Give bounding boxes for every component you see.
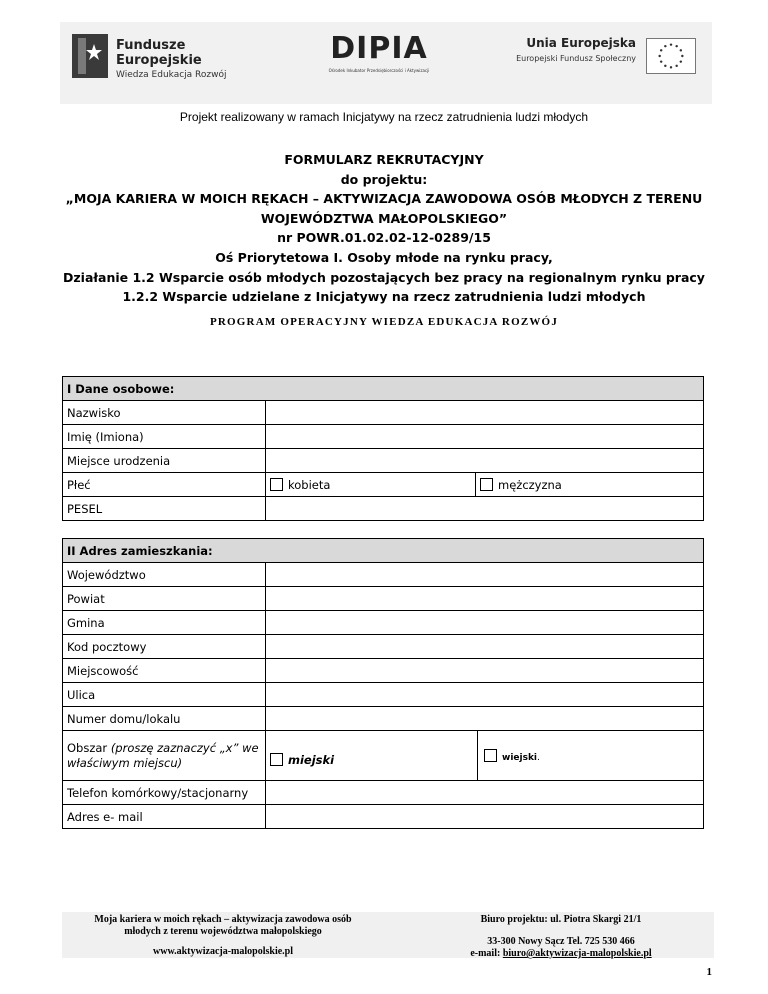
ue-logo-line2: Europejski Fundusz Społeczny xyxy=(516,54,636,63)
male-option-label: mężczyzna xyxy=(498,477,562,492)
priority-axis: Oś Priorytetowa I. Osoby młode na rynku pracy, xyxy=(215,249,553,265)
footer-project-line2: młodych z terenu województwa małopolskiego xyxy=(124,926,322,937)
address-table xyxy=(62,538,704,829)
area-label-cell xyxy=(63,731,266,781)
footer-office-address: Biuro projektu: ul. Piotra Skargi 21/1 xyxy=(480,914,642,925)
commune-label: Gmina xyxy=(63,611,266,635)
page-footer xyxy=(62,912,714,958)
table-row xyxy=(63,449,704,473)
rural-option-suffix: . xyxy=(537,752,540,763)
table-row xyxy=(63,425,704,449)
fe-logo-line1: Fundusze xyxy=(116,38,186,53)
table-row xyxy=(63,683,704,707)
table-row xyxy=(63,707,704,731)
footer-website-link[interactable]: www.aktywizacja-malopolskie.pl xyxy=(153,946,293,957)
email-field[interactable] xyxy=(266,805,704,829)
table-row xyxy=(63,401,704,425)
voivodeship-field[interactable] xyxy=(266,563,704,587)
area-hint: (proszę zaznaczyć „x” we właściwym miejscu) xyxy=(67,740,259,770)
project-initiative-line: Projekt realizowany w ramach Inicjatywy na rzecz zatrudnienia ludzi młodych xyxy=(179,110,589,124)
sub-measure-line: 1.2.2 Wsparcie udzielane z Inicjatywy na rzecz zatrudnienia ludzi młodych xyxy=(122,289,646,305)
commune-field[interactable] xyxy=(266,611,704,635)
fe-logo-line2: Europejskie xyxy=(116,53,202,68)
project-number: nr POWR.01.02.02-12-0289/15 xyxy=(277,230,491,246)
page-number: 1 xyxy=(706,966,712,978)
table-row xyxy=(63,781,704,805)
unia-europejska-logo xyxy=(506,36,636,86)
area-label: Obszar xyxy=(67,740,108,755)
table-row xyxy=(63,497,704,521)
footer-office-phone: 33-300 Nowy Sącz Tel. 725 530 466 xyxy=(487,936,635,947)
table-row xyxy=(63,659,704,683)
first-names-field[interactable] xyxy=(266,425,704,449)
eu-flag-icon xyxy=(646,38,696,74)
rural-checkbox[interactable] xyxy=(484,749,497,762)
pesel-label: PESEL xyxy=(63,497,266,521)
male-checkbox[interactable] xyxy=(480,478,493,491)
project-name-line2: WOJEWÓDZTWA MAŁOPOLSKIEGO” xyxy=(260,210,508,226)
pesel-field[interactable] xyxy=(266,497,704,521)
table-row xyxy=(63,473,704,497)
female-option-label: kobieta xyxy=(288,477,331,492)
program-name: PROGRAM OPERACYJNY WIEDZA EDUKACJA ROZWÓJ xyxy=(209,316,559,328)
footer-project-line1: Moja kariera w moich rękach – aktywizacja zawodowa osób xyxy=(94,914,352,925)
table-row xyxy=(63,635,704,659)
area-rural-option[interactable] xyxy=(478,731,704,781)
sex-label: Płeć xyxy=(63,473,266,497)
footer-email-line xyxy=(408,948,714,960)
phone-label: Telefon komórkowy/stacjonarny xyxy=(63,781,266,805)
email-label: Adres e- mail xyxy=(63,805,266,829)
town-field[interactable] xyxy=(266,659,704,683)
house-number-field[interactable] xyxy=(266,707,704,731)
urban-option-label: miejski xyxy=(288,752,335,767)
first-names-label: Imię (Imiona) xyxy=(63,425,266,449)
female-checkbox[interactable] xyxy=(270,478,283,491)
table-row xyxy=(63,731,704,781)
footer-office-info xyxy=(408,914,714,960)
form-title-block xyxy=(40,150,728,307)
surname-field[interactable] xyxy=(266,401,704,425)
voivodeship-label: Województwo xyxy=(63,563,266,587)
fundusze-europejskie-logo xyxy=(72,30,242,90)
table-row xyxy=(63,587,704,611)
footer-project-info xyxy=(62,914,384,958)
dipia-logo-text: DIPIA xyxy=(330,31,428,66)
footer-email-link[interactable]: biuro@aktywizacja-malopolskie.pl xyxy=(502,948,652,959)
fe-logo-subtitle: Wiedza Edukacja Rozwój xyxy=(116,70,227,80)
house-number-label: Numer domu/lokalu xyxy=(63,707,266,731)
form-title: FORMULARZ REKRUTACYJNY xyxy=(284,152,484,167)
sex-female-option[interactable] xyxy=(266,473,476,497)
form-title-subtitle: do projektu: xyxy=(340,171,428,187)
sex-male-option[interactable] xyxy=(476,473,704,497)
address-heading: II Adres zamieszkania: xyxy=(63,539,704,563)
measure-line: Działanie 1.2 Wsparcie osób młodych pozostających bez pracy na regionalnym rynku pracy xyxy=(63,269,705,285)
postal-code-field[interactable] xyxy=(266,635,704,659)
birthplace-field[interactable] xyxy=(266,449,704,473)
birthplace-label: Miejsce urodzenia xyxy=(63,449,266,473)
phone-field[interactable] xyxy=(266,781,704,805)
county-field[interactable] xyxy=(266,587,704,611)
table-row xyxy=(63,805,704,829)
personal-data-heading: I Dane osobowe: xyxy=(63,377,704,401)
footer-email-prefix: e-mail: xyxy=(470,948,503,959)
fundusze-europejskie-star-icon xyxy=(72,34,108,78)
area-urban-option[interactable] xyxy=(266,731,478,781)
town-label: Miejscowość xyxy=(63,659,266,683)
street-field[interactable] xyxy=(266,683,704,707)
rural-option-label: wiejski xyxy=(502,752,538,763)
postal-code-label: Kod pocztowy xyxy=(63,635,266,659)
county-label: Powiat xyxy=(63,587,266,611)
street-label: Ulica xyxy=(63,683,266,707)
urban-checkbox[interactable] xyxy=(270,753,283,766)
dipia-logo-subtitle: Ośrodek Inkubator Przedsiębiorczości i Aktywizacji xyxy=(328,68,430,73)
table-row xyxy=(63,563,704,587)
table-row xyxy=(63,611,704,635)
project-name-line1: „MOJA KARIERA W MOICH RĘKACH – AKTYWIZACJA ZAWODOWA OSÓB MŁODYCH Z TERENU xyxy=(65,191,703,207)
ue-logo-line1: Unia Europejska xyxy=(526,36,636,50)
personal-data-table xyxy=(62,376,704,521)
surname-label: Nazwisko xyxy=(63,401,266,425)
dipia-logo xyxy=(324,32,434,92)
logo-strip xyxy=(60,22,712,104)
